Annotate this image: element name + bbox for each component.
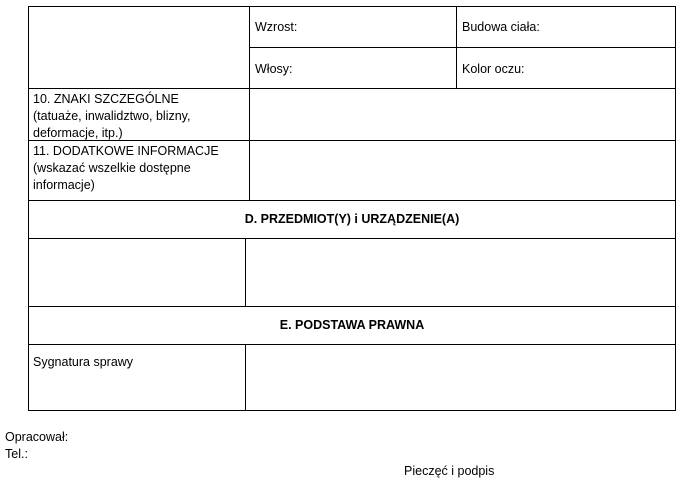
divider-attributes-column: [456, 7, 457, 88]
divider-case-row: [245, 344, 246, 410]
section-e-heading: E. PODSTAWA PRAWNA: [279, 318, 425, 332]
additional-info-label: [33, 143, 245, 194]
section-d-heading: D. PRZEDMIOT(Y) i URZĄDZENIE(A): [244, 212, 460, 226]
special-marks-label: [33, 91, 245, 142]
rule-after-items-row: [29, 306, 675, 307]
phone-label: Tel.:: [5, 447, 28, 461]
case-signature-label: Sygnatura sprawy: [33, 355, 134, 369]
build-label: Budowa ciała:: [462, 20, 540, 34]
rule-after-section-d: [29, 238, 675, 239]
additional-info-hint: (wskazać wszelkie dostępne informacje): [33, 161, 191, 192]
identification-form-table: [28, 6, 676, 411]
rule-after-hair-row: [29, 88, 675, 89]
rule-after-additional-info: [29, 200, 675, 201]
height-label: Wzrost:: [255, 20, 298, 34]
additional-info-title: 11. DODATKOWE INFORMACJE: [33, 144, 219, 158]
divider-items-row: [245, 238, 246, 306]
rule-after-height-row: [249, 47, 675, 48]
prepared-by-label: Opracował:: [5, 430, 69, 444]
divider-label-column-top: [249, 7, 250, 200]
stamp-signature-label: Pieczęć i podpis: [404, 464, 495, 478]
hair-label: Włosy:: [255, 62, 293, 76]
special-marks-hint: (tatuaże, inwalidztwo, blizny, deformacje, itp.): [33, 109, 191, 140]
special-marks-title: 10. ZNAKI SZCZEGÓLNE: [33, 92, 179, 106]
rule-after-section-e: [29, 344, 675, 345]
eye-color-label: Kolor oczu:: [462, 62, 525, 76]
